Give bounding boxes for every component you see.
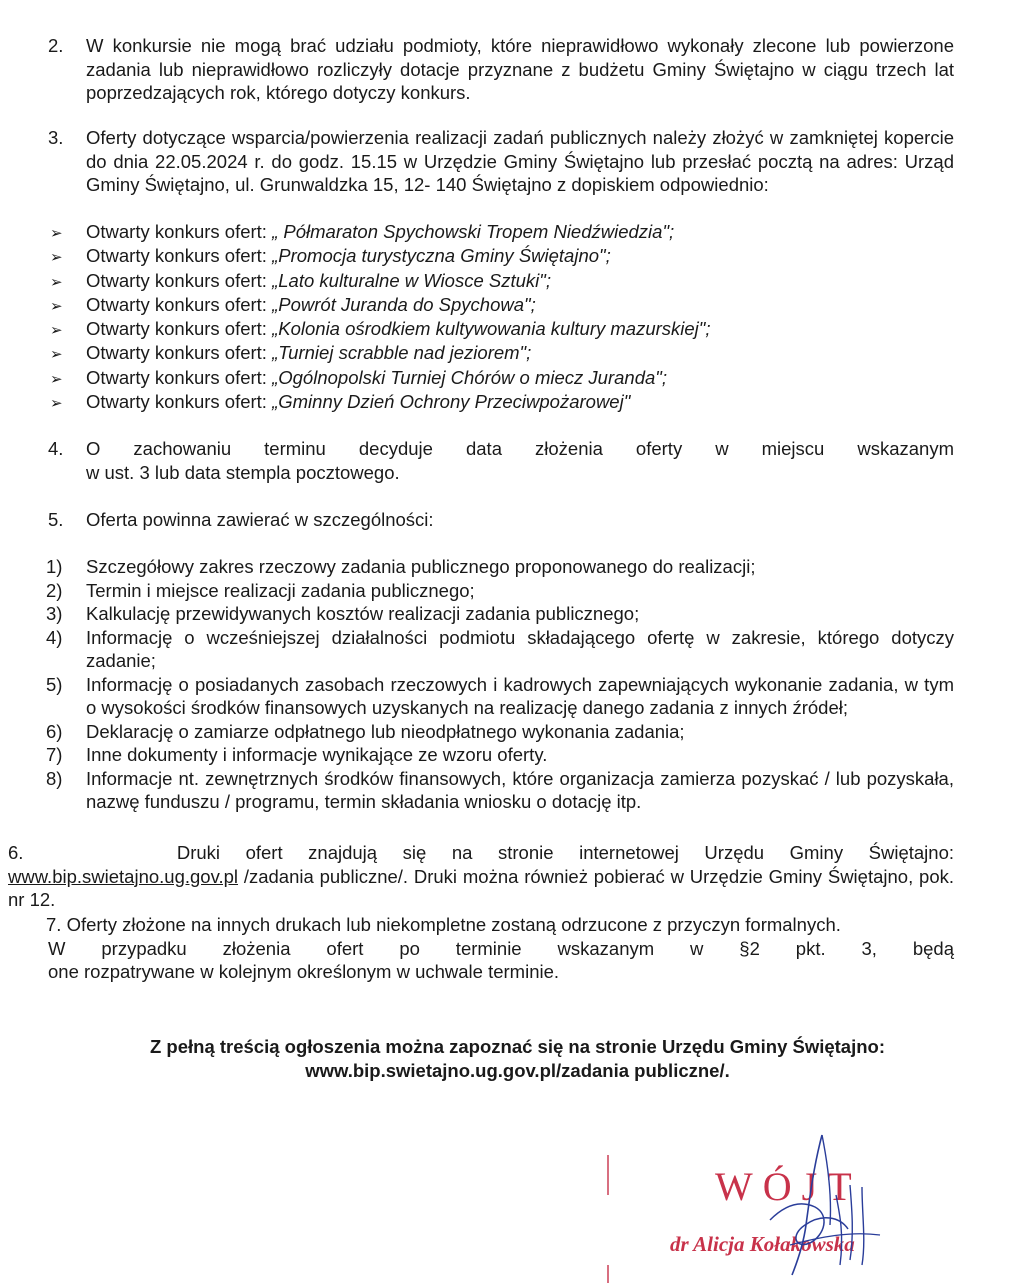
handwritten-signature [600, 1125, 1020, 1285]
list-item: ➢ Otwarty konkurs ofert: „ Półmaraton Spychowski Tropem Niedźwiedzia"; [50, 220, 950, 244]
list-item: 6) Deklarację o zamiarze odpłatnego lub nieodpłatnego wykonania zadania; [46, 720, 685, 742]
list-item: 4) Informację o wcześniejszej działalności podmiotu składającego ofertę w zakresie, którego dotyczy zadanie; [46, 626, 954, 671]
section-6 [8, 841, 954, 912]
section-5 [48, 508, 954, 532]
section-text: Oferty dotyczące wsparcia/powierzenia realizacji zadań publicznych należy złożyć w zamkniętej kopercie do dnia 22.05.2024 r. do godz. 15.15 w Urzędzie Gminy Świętajno lub przesłać pocztą na adres: Urząd Gminy Świętajno, ul. Grunwaldzka 15, 12- 140 Świętajno z dopiskiem odpowiednio: [86, 127, 954, 195]
section-text-line: 7. Oferty złożone na innych drukach lub niekompletne zostaną odrzucone z przyczyn formalnych. [46, 914, 841, 935]
signature-block [600, 1125, 1020, 1285]
section-3 [48, 126, 954, 197]
arrow-bullet-icon: ➢ [50, 297, 63, 315]
section-number: 4. [48, 438, 64, 459]
section-text-line: O zachowaniu terminu decyduje data złożenia oferty w miejscu wskazanym [86, 438, 954, 459]
list-item: ➢ Otwarty konkurs ofert: „Powrót Juranda do Spychowa"; [50, 293, 950, 317]
list-item: 2) Termin i miejsce realizacji zadania publicznego; [46, 579, 475, 601]
offer-contents-list [46, 555, 954, 814]
list-item: 1) Szczegółowy zakres rzeczowy zadania publicznego proponowanego do realizacji; [46, 556, 756, 577]
list-item: ➢ Otwarty konkurs ofert: „Gminny Dzień Ochrony Przeciwpożarowej" [50, 390, 950, 414]
list-item: ➢ Otwarty konkurs ofert: „Kolonia ośrodkiem kultywowania kultury mazurskiej"; [50, 317, 950, 341]
list-item: ➢ Otwarty konkurs ofert: „Promocja turystyczna Gminy Świętajno"; [50, 244, 950, 268]
section-text-line: w ust. 3 lub data stempla pocztowego. [86, 461, 400, 483]
section-text-line: 6. Druki ofert znajdują się na stronie internetowej Urzędu Gminy Świętajno: [8, 842, 954, 863]
stamp-name: dr Alicja Kołakowska [670, 1232, 855, 1256]
footer-notice [0, 1035, 1035, 1083]
section-7 [48, 913, 954, 984]
list-item: 8) Informacje nt. zewnętrznych środków finansowych, które organizacja zamierza pozyskać / lub pozyskała, nazwę funduszu / programu, termin składania wniosku o dotację itp. [46, 767, 954, 812]
list-item: ➢ Otwarty konkurs ofert: „Turniej scrabble nad jeziorem"; [50, 341, 950, 365]
arrow-bullet-icon: ➢ [50, 370, 63, 388]
stamp-title: WÓJT [715, 1164, 862, 1209]
section-4 [48, 437, 954, 484]
arrow-bullet-icon: ➢ [50, 225, 63, 242]
section-text-line: one rozpatrywane w kolejnym określonym w uchwale terminie. [48, 961, 560, 982]
section-text-line: W przypadku złożenia ofert po terminie wskazanym w §2 pkt. 3, będą [48, 937, 954, 959]
section-text: Oferta powinna zawierać w szczególności: [86, 509, 434, 530]
list-item: ➢ Otwarty konkurs ofert: „Ogólnopolski Turniej Chórów o miecz Juranda"; [50, 366, 950, 390]
arrow-bullet-icon: ➢ [50, 395, 63, 413]
arrow-bullet-icon: ➢ [50, 322, 63, 340]
arrow-bullet-icon: ➢ [50, 346, 63, 364]
section-number: 5. [48, 509, 64, 530]
list-item: 5) Informację o posiadanych zasobach rzeczowych i kadrowych zapewniających wykonanie zadania, w tym o wysokości środków finansowych uzyskanych na realizację danego zadania z innych źródeł; [46, 673, 954, 718]
section-text: W konkursie nie mogą brać udziału podmioty, które nieprawidłowo wykonały zlecone lub powierzone zadania lub nieprawidłowo rozliczyły dotacje przyznane z budżetu Gminy Świętajno w ciągu trzech lat poprzedzających rok, którego dotyczy konkurs. [86, 35, 954, 103]
footer-line: Z pełną treścią ogłoszenia można zapoznać się na stronie Urzędu Gminy Świętajno: [149, 1036, 886, 1057]
list-item: 7) Inne dokumenty i informacje wynikające ze wzoru oferty. [46, 744, 548, 765]
section-number: 3. [48, 127, 64, 148]
section-number: 2. [48, 35, 64, 56]
arrow-bullet-icon: ➢ [50, 273, 63, 291]
list-item: ➢ Otwarty konkurs ofert: „Lato kulturalne w Wiosce Sztuki"; [50, 269, 950, 293]
bip-link[interactable]: www.bip.swietajno.ug.gov.pl [8, 865, 239, 887]
list-item: 3) Kalkulację przewidywanych kosztów realizacji zadania publicznego; [46, 603, 640, 624]
section-text: www.bip.swietajno.ug.gov.pl /zadania publiczne/. Druki można również pobierać w Urzędzie Gminy Świętajno, pok. nr 12. [8, 865, 954, 910]
section-2 [48, 34, 954, 105]
arrow-bullet-icon: ➢ [50, 249, 63, 267]
competition-list [50, 220, 950, 414]
footer-url: www.bip.swietajno.ug.gov.pl/zadania publiczne/. [305, 1060, 730, 1081]
